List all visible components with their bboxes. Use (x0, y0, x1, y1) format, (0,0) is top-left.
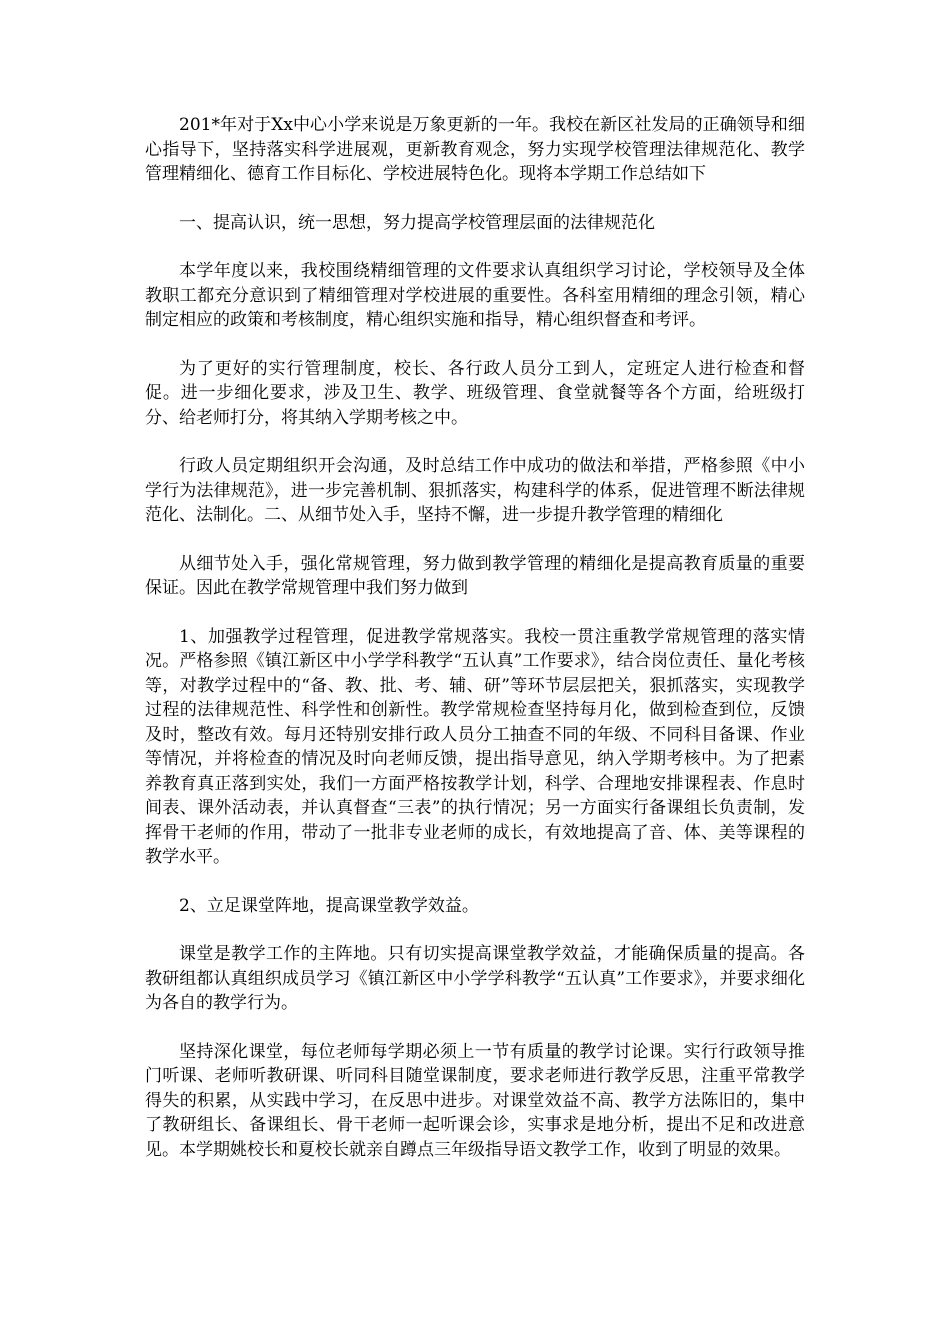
body-paragraph: 从细节处入手，强化常规管理，努力做到教学管理的精细化是提高教育质量的重要保证。因此在教学常规管理中我们努力做到 (145, 553, 805, 598)
section-heading-1: 一、提高认识，统一思想，努力提高学校管理层面的法律规范化 (179, 212, 655, 233)
body-paragraph: 课堂是教学工作的主阵地。只有切实提高课堂教学效益，才能确保质量的提高。各教研组都认真组织成员学习《镇江新区中小学学科教学“五认真”工作要求》，并要求细化为各自的教学行为。 (145, 944, 805, 1013)
body-paragraph: 本学年度以来，我校围绕精细管理的文件要求认真组织学习讨论，学校领导及全体教职工都充分意识到了精细管理对学校进展的重要性。各科室用精细的理念引领，精心制定相应的政策和考核制度，精心组织实施和指导，精心组织督查和考评。 (145, 261, 805, 330)
body-paragraph: 坚持深化课堂，每位老师每学期必须上一节有质量的教学讨论课。实行行政领导推门听课、老师听教研课、听同科目随堂课制度，要求老师进行教学反思，注重平常教学得失的积累，从实践中学习，在反思中进步。对课堂效益不高、教学方法陈旧的，集中了教研组长、备课组长、骨干老师一起听课会诊，实事求是地分析，提出不足和改进意见。本学期姚校长和夏校长就亲自蹲点三年级指导语文教学工作，收到了明显的效果。 (145, 1041, 805, 1160)
subsection-heading-2: 2、立足课堂阵地，提高课堂教学效益。 (179, 895, 479, 916)
document-page (145, 113, 805, 1186)
body-paragraph: 为了更好的实行管理制度，校长、各行政人员分工到人，定班定人进行检查和督促。进一步细化要求，涉及卫生、教学、班级管理、食堂就餐等各个方面，给班级打分、给老师打分，将其纳入学期考核之中。 (145, 358, 805, 428)
body-paragraph: 行政人员定期组织开会沟通，及时总结工作中成功的做法和举措，严格参照《中小学行为法律规范》，进一步完善机制、狠抓落实，构建科学的体系，促进管理不断法律规范化、法制化。二、从细节处入手，坚持不懈，进一步提升教学管理的精细化 (145, 456, 805, 525)
body-paragraph: 1、加强教学过程管理，促进教学常规落实。我校一贯注重教学常规管理的落实情况。严格参照《镇江新区中小学学科教学“五认真”工作要求》，结合岗位责任、量化考核等，对教学过程中的“备、教、批、考、辅、研”等环节层层把关，狠抓落实，实现教学过程的法律规范性、科学性和创新性。教学常规检查坚持每月化，做到检查到位，反馈及时，整改有效。每月还特别安排行政人员分工抽查不同的年级、不同科目备课、作业等情况，并将检查的情况及时向老师反馈，提出指导意见，纳入学期考核中。为了把素养教育真正落到实处，我们一方面严格按教学计划，科学、合理地安排课程表、作息时间表、课外活动表，并认真督查“三表”的执行情况；另一方面实行备课组长负责制，发挥骨干老师的作用，带动了一批非专业老师的成长，有效地提高了音、体、美等课程的教学水平。 (145, 626, 805, 867)
intro-paragraph: 201*年对于Xx中心小学来说是万象更新的一年。我校在新区社发局的正确领导和细心指导下，坚持落实科学进展观，更新教育观念，努力实现学校管理法律规范化、教学管理精细化、德育工作目标化、学校进展特色化。现将本学期工作总结如下 (145, 115, 805, 184)
